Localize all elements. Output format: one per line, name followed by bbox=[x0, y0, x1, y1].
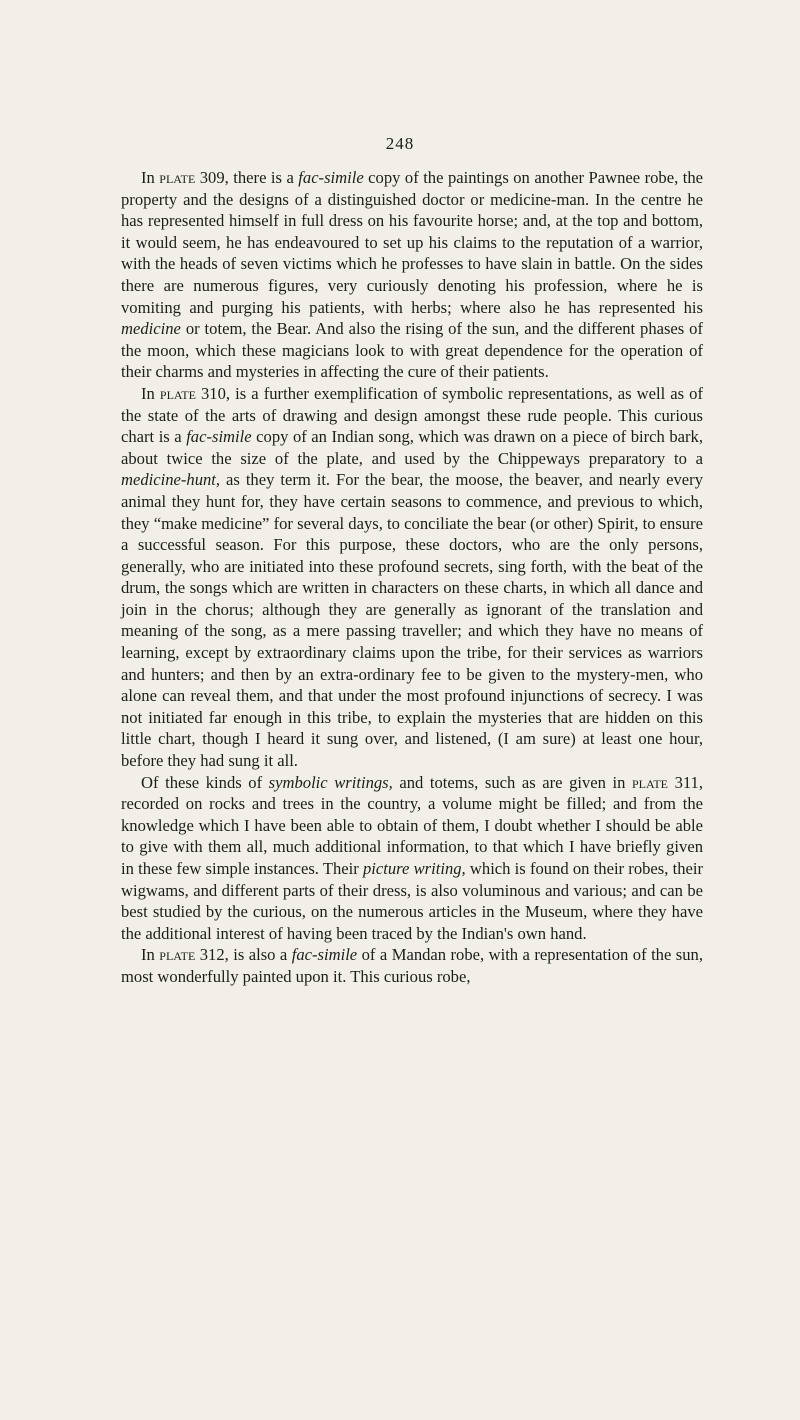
small-caps-text: plate bbox=[159, 383, 196, 403]
italic-text: fac-simile bbox=[298, 168, 364, 187]
text-run: In bbox=[141, 168, 160, 187]
text-run: 311, recorded on rocks and trees in the country, a volume might be filled; and from the knowledge which I have been able to obtain of them, I doubt whether I should be able to give with them all, much additional information, to that which I have briefly given in these few simple instances. Their bbox=[121, 772, 703, 878]
text-run: copy of an Indian song, which was drawn on a piece of birch bark, about twice the size of the plate, and used by the Chippeways preparatory to a bbox=[121, 427, 703, 468]
text-run: and totems, such as are given in bbox=[392, 772, 632, 792]
paragraph-plate-312 bbox=[121, 944, 703, 987]
small-caps-text: plate bbox=[159, 168, 196, 187]
text-run: In bbox=[141, 383, 160, 403]
text-run: In bbox=[141, 945, 160, 965]
small-caps-text: plate bbox=[632, 772, 668, 792]
text-run: of a Mandan robe, with a representation of the sun, most wonderfully painted upon it. This curious robe, bbox=[121, 945, 703, 986]
small-caps-text: plate bbox=[159, 945, 196, 965]
page-number: 248 bbox=[385, 134, 415, 153]
italic-text: fac-simile bbox=[186, 427, 252, 447]
paragraph-plate-310 bbox=[121, 383, 703, 772]
italic-text: medicine bbox=[121, 319, 181, 339]
text-run: copy of the paintings on another Pawnee robe, the property and the designs of a distinguished doctor or medicine-man. In the centre he has represented himself in full dress on his favourite horse; and, at the top and bottom, it would seem, he has endeavoured to set up his claims to the reputation of a warrior, with the heads of seven victims which he professes to have slain in battle. On the sides there are numerous figures, very curiously denoting his profession, where he is vomiting and purging his patients, with herbs; where also he has represented his bbox=[121, 168, 703, 317]
text-run: or totem, the Bear. And also the rising of the sun, and the different phases of the moon, which these magicians look to with great dependence for the operation of their charms and mysteries in affecting the cure of their patients. bbox=[121, 319, 703, 382]
paragraph-plate-311 bbox=[121, 772, 703, 945]
text-run: Of these kinds of bbox=[141, 772, 269, 792]
italic-text: fac-simile bbox=[291, 945, 358, 965]
paragraph-plate-309 bbox=[121, 167, 703, 383]
italic-text: symbolic writings, bbox=[268, 772, 393, 792]
text-run: 312, is also a bbox=[195, 945, 292, 965]
italic-text: medicine-hunt, bbox=[121, 470, 221, 490]
text-run: 310, is a further exemplification of symbolic representations, as well as of the state of the arts of drawing and design amongst these rude people. This curious chart is a bbox=[121, 383, 703, 447]
text-run: as they term it. For the bear, the moose, the beaver, and nearly every animal they hunt for, they have certain seasons to commence, and previous to which, they “make medicine” for several days, to conciliate the bear (or other) Spirit, to ensure a successful season. For this purpose, these doctors, who are the only persons, generally, who are initiated into these profound secrets, sing forth, with the beat of the drum, the songs which are written in characters on these charts, in which all dance and join in the chorus; although they are generally as ignorant of the translation and meaning of the song, as a mere passing traveller; and which they have no means of learning, except by extraordinary claims upon the tribe, for their services as warriors and hunters; and then by an extra-ordinary fee to be given to the mystery-men, who alone can reveal them, and that under the most profound injunctions of secrecy. I was not initiated far enough in this tribe, to explain the mysteries that are hidden on this little chart, though I heard it sung over, and listened, (I am sure) at least one hour, before they had sung it all. bbox=[121, 470, 703, 771]
text-run: which is found on their robes, their wigwams, and different parts of their dress, is also voluminous and various; and can be best studied by the curious, on the numerous articles in the Museum, where they have the additional interest of having been traced by the Indian's own hand. bbox=[121, 859, 704, 943]
italic-text: picture writing, bbox=[363, 859, 466, 878]
body-text bbox=[121, 167, 703, 988]
text-run: 309, there is a bbox=[195, 168, 299, 187]
